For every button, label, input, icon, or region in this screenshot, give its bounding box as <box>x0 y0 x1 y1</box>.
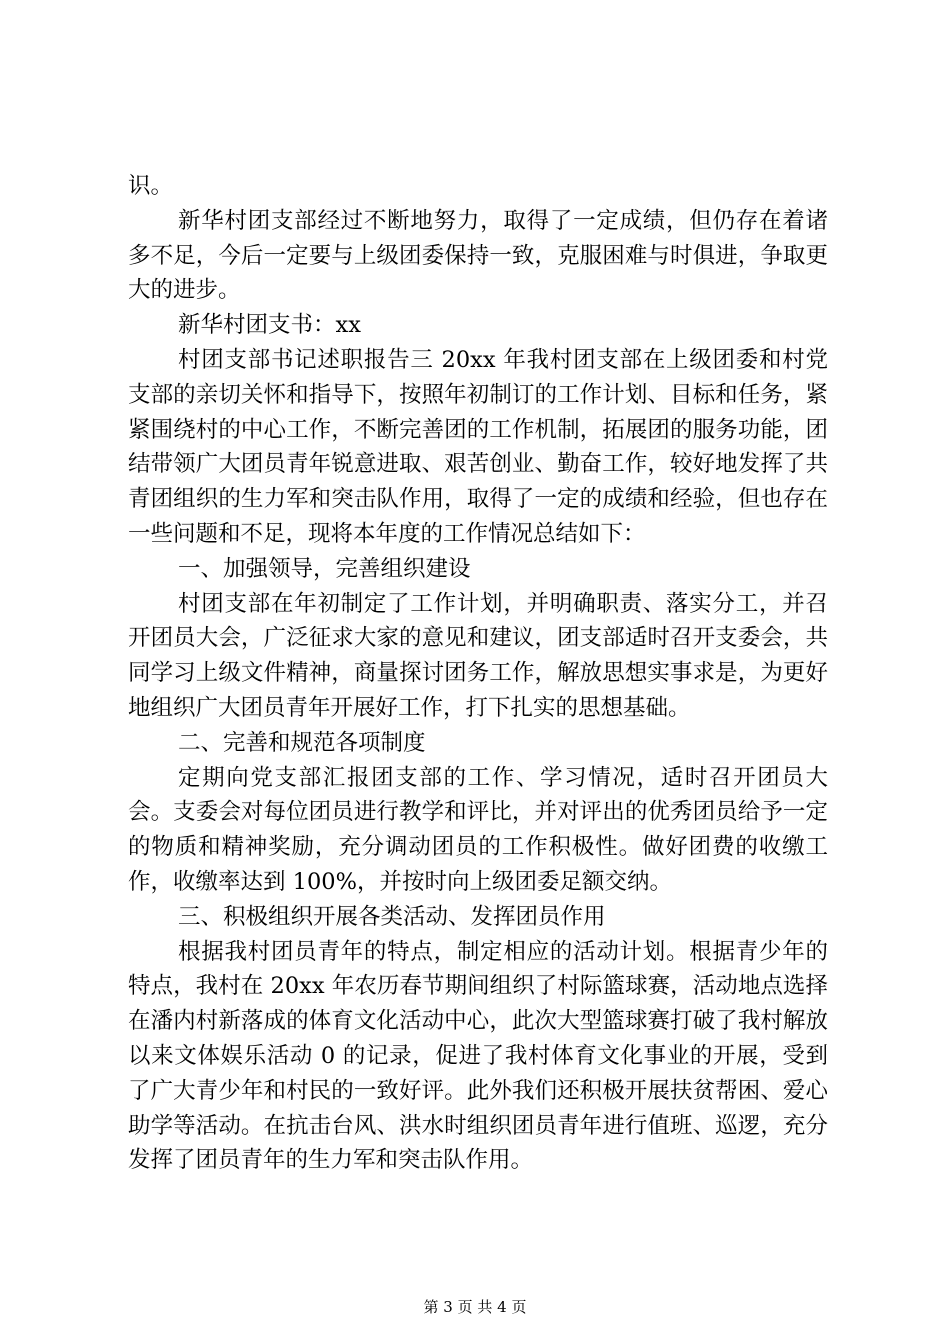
page-footer: 第 3 页 共 4 页 <box>423 1298 527 1316</box>
paragraph-report-intro: 村团支部书记述职报告三 20xx 年我村团支部在上级团委和村党支部的亲切关怀和指导下，按照年初制订的工作计划、目标和任务，紧紧围绕村的中心工作，不断完善团的工作机制，拓展团的服务功能，团结带领广大团员青年锐意进取、艰苦创业、勤奋工作，较好地发挥了共青团组织的生力军和突击队作用，取得了一定的成绩和经验，但也存在一些问题和不足，现将本年度的工作情况总结如下： <box>128 346 828 547</box>
paragraph-section-3: 根据我村团员青年的特点，制定相应的活动计划。根据青少年的特点，我村在 20xx 年农历春节期间组织了村际篮球赛，活动地点选择在潘内村新落成的体育文化活动中心，此次大型篮球赛打破了我村解放以来文体娱乐活动 0 的记录，促进了我村体育文化事业的开展，受到了广大青少年和村民的一致好评。此外我们还积极开展扶贫帮困、爱心助学等活动。在抗击台风、洪水时组织团员青年进行值班、巡逻，充分发挥了团员青年的生力军和突击队作用。 <box>128 938 828 1174</box>
section-heading-3: 三、积极组织开展各类活动、发挥团员作用 <box>178 903 606 930</box>
document-body <box>128 169 828 1178</box>
paragraph-signature: 新华村团支书：xx <box>178 312 361 339</box>
paragraph-conclusion: 新华村团支部经过不断地努力，取得了一定成绩，但仍存在着诸多不足，今后一定要与上级团委保持一致，克服困难与时俱进，争取更大的进步。 <box>128 207 828 304</box>
paragraph-section-2: 定期向党支部汇报团支部的工作、学习情况，适时召开团员大会。支委会对每位团员进行教学和评比，并对评出的优秀团员给予一定的物质和精神奖励，充分调动团员的工作积极性。做好团费的收缴工作，收缴率达到 100%，并按时向上级团委足额交纳。 <box>128 764 828 895</box>
paragraph-continuation: 识。 <box>128 173 174 199</box>
section-heading-1: 一、加强领导，完善组织建设 <box>178 555 471 582</box>
paragraph-section-1: 村团支部在年初制定了工作计划，并明确职责、落实分工，并召开团员大会，广泛征求大家的意见和建议，团支部适时召开支委会，共同学习上级文件精神，商量探讨团务工作，解放思想实事求是，为更好地组织广大团员青年开展好工作，打下扎实的思想基础。 <box>128 590 828 721</box>
section-heading-2: 二、完善和规范各项制度 <box>178 729 426 756</box>
